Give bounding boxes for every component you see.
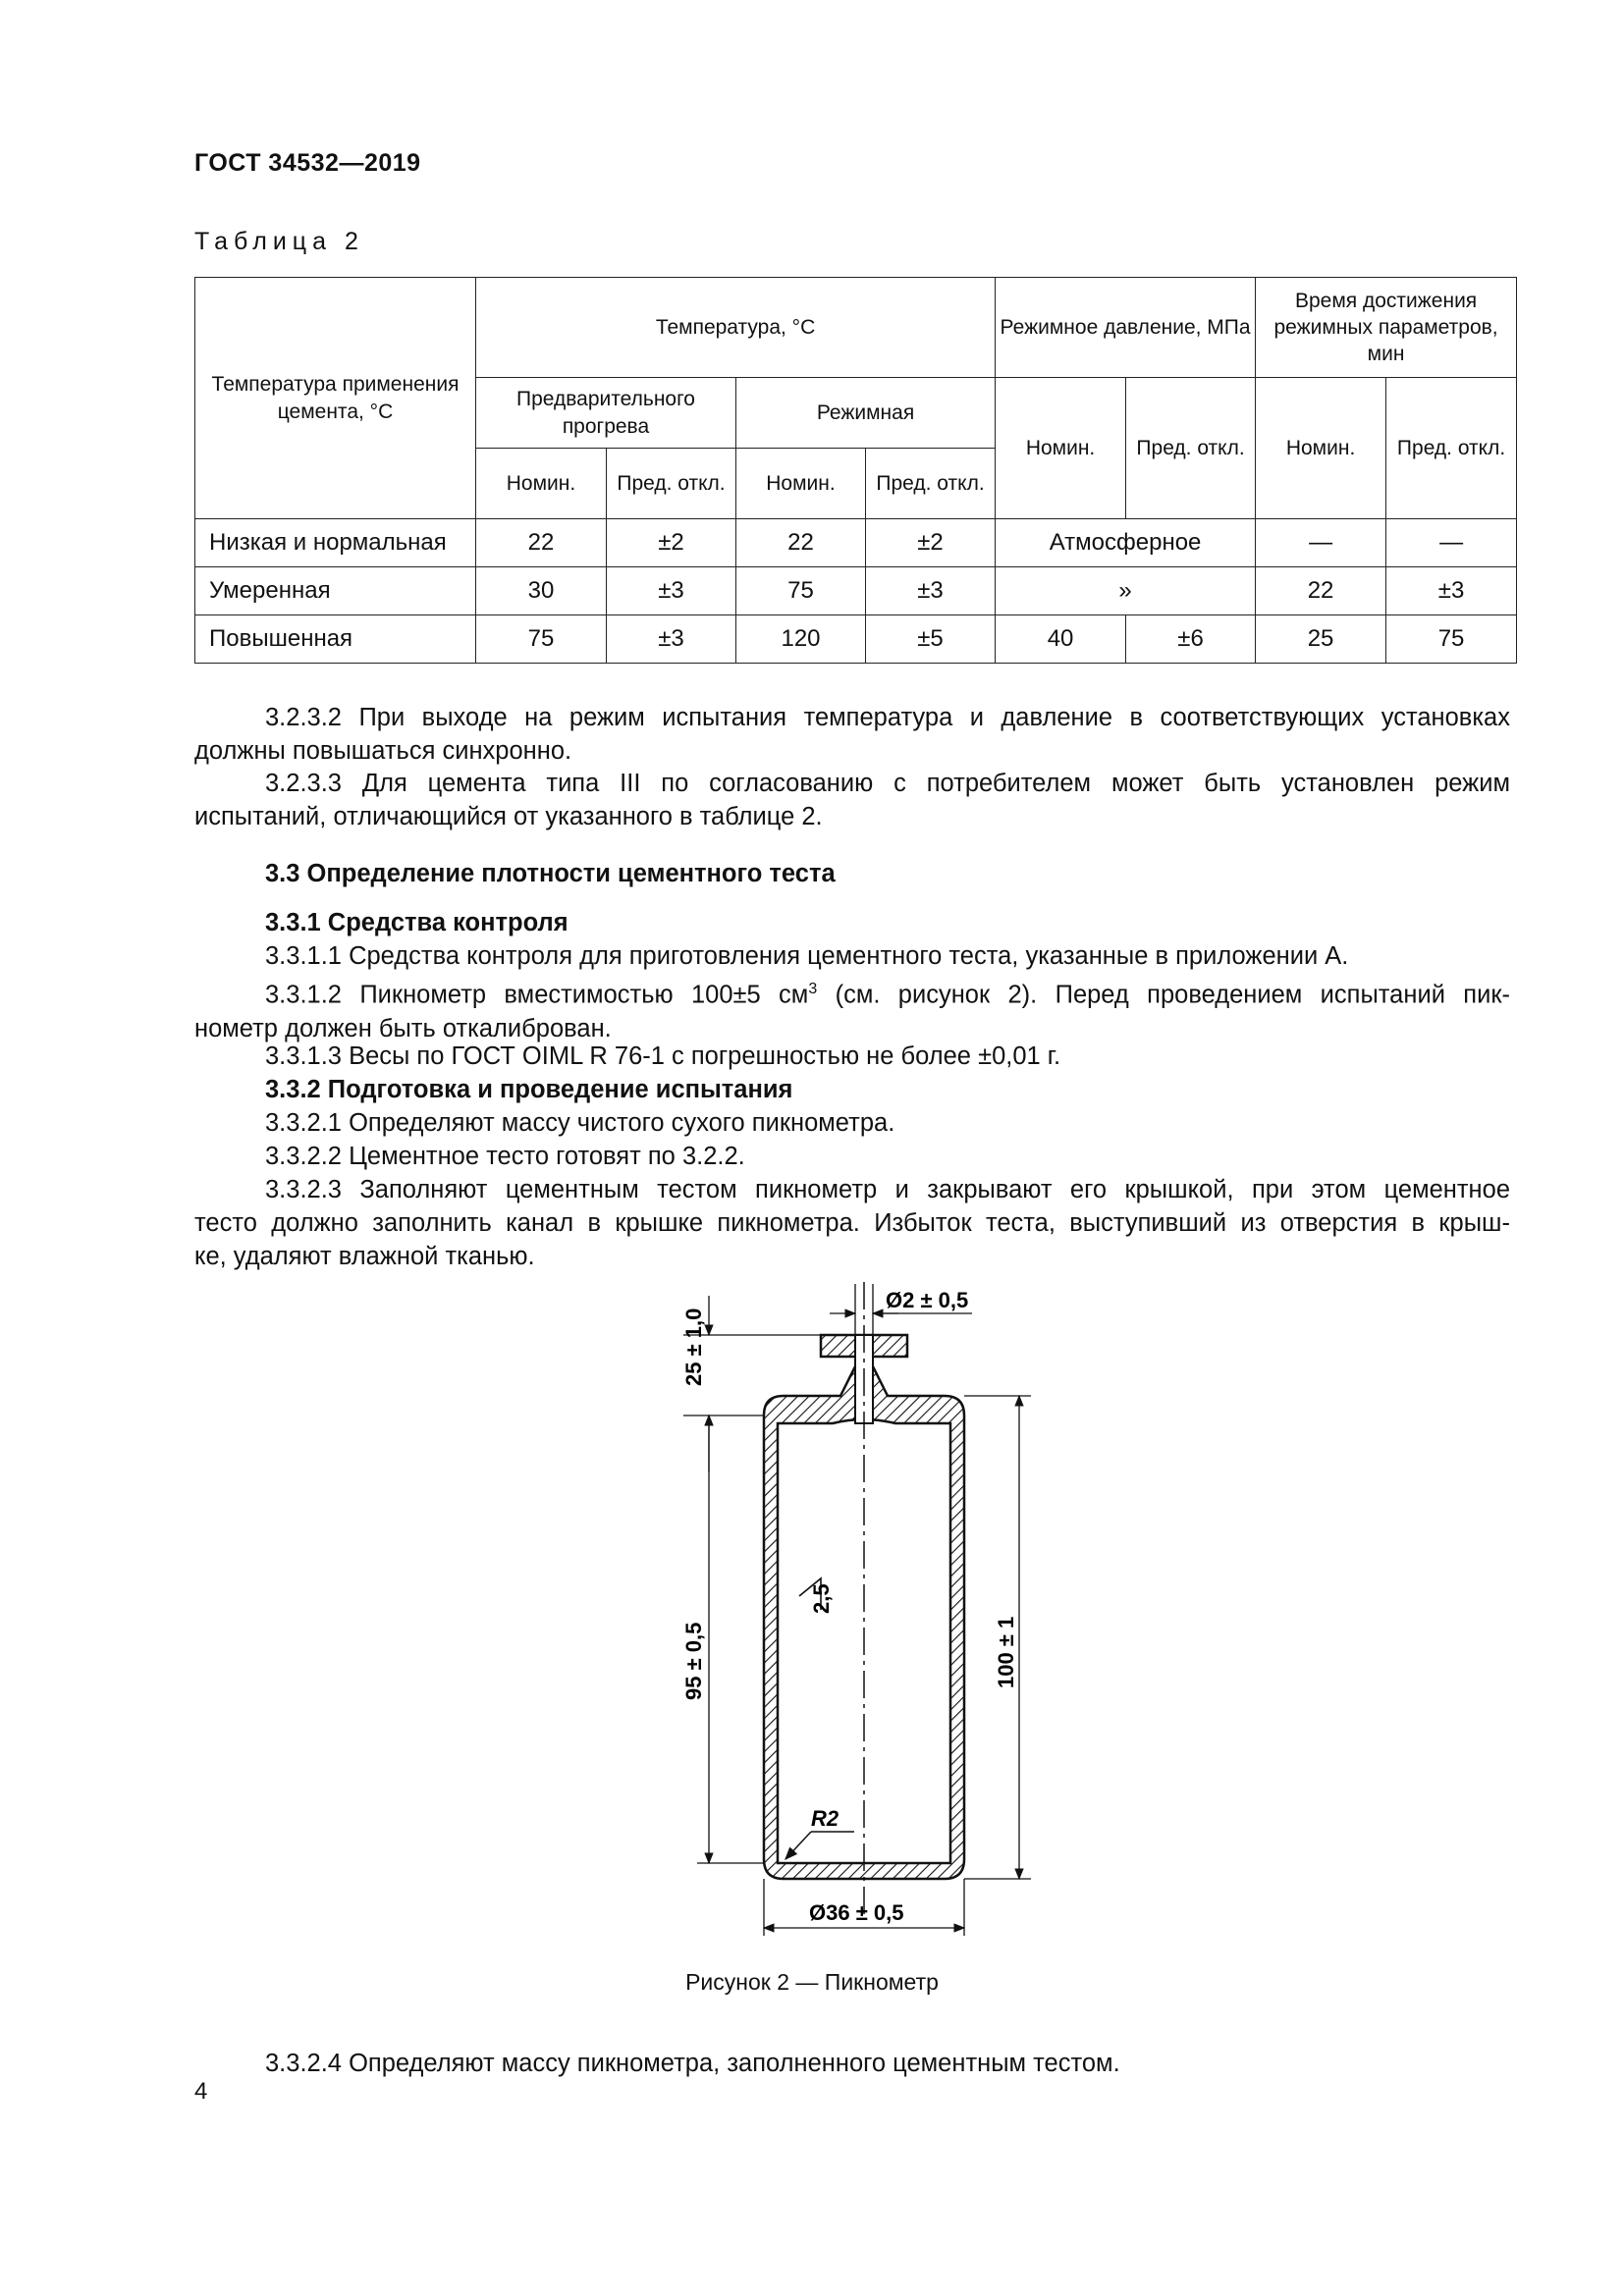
header-pressure: Режимное давление, МПа — [996, 278, 1256, 378]
paragraph-3-3-1-2 — [194, 973, 1510, 1045]
cell: 25 — [1256, 615, 1386, 664]
cell: ±5 — [866, 615, 996, 664]
cell: ±2 — [866, 519, 996, 567]
row-name: Низкая и нормальная — [195, 519, 476, 567]
paragraph-3-3-2-4: 3.3.2.4 Определяют массу пикнометра, заполненного цементным тестом. — [265, 2050, 1120, 2077]
header-mode-nom: Номин. — [736, 449, 866, 519]
text-line: 3.3.2.3 Заполняют цементным тестом пикнометр и закрывают его крышкой, при этом цементное — [265, 1176, 1510, 1203]
section-heading-3-3-2: 3.3.2 Подготовка и проведение испытания — [265, 1076, 793, 1103]
table-caption: Таблица 2 — [194, 228, 364, 255]
paragraph-3-3-1-3: 3.3.1.3 Весы по ГОСТ OIML R 76-1 с погрешностью не более ±0,01 г. — [265, 1042, 1061, 1070]
cell: 75 — [736, 567, 866, 615]
header-temperature: Температура, °C — [476, 278, 996, 378]
cell: ±6 — [1126, 615, 1256, 664]
table-row — [195, 615, 1517, 664]
cell: » — [996, 567, 1256, 615]
cell: — — [1386, 519, 1517, 567]
dim-wall-label: 2,5 — [809, 1583, 834, 1614]
cell: 22 — [736, 519, 866, 567]
cell: 30 — [476, 567, 607, 615]
document-code: ГОСТ 34532—2019 — [194, 149, 421, 177]
row-name: Умеренная — [195, 567, 476, 615]
cell: — — [1256, 519, 1386, 567]
dim-radius-label: R2 — [811, 1806, 839, 1831]
cell: 75 — [1386, 615, 1517, 664]
table-row — [195, 567, 1517, 615]
header-time-nom: Номин. — [1256, 378, 1386, 519]
dim-inner-height-label: 95 ± 0,5 — [681, 1622, 706, 1700]
header-preheat: Предварительного прогрева — [476, 378, 736, 449]
cell: 22 — [1256, 567, 1386, 615]
paragraph-3-2-3-3 — [194, 767, 1510, 833]
text-line: тесто должно заполнить канал в крышке пикнометра. Избыток теста, выступивший из отверстия в крыш- — [194, 1209, 1510, 1237]
cell: 75 — [476, 615, 607, 664]
superscript: 3 — [808, 981, 818, 997]
cell: 22 — [476, 519, 607, 567]
dim-diameter-label: Ø36 ± 0,5 — [809, 1900, 904, 1925]
figure-caption: Рисунок 2 — Пикнометр — [685, 1969, 939, 1995]
table-row — [195, 519, 1517, 567]
text-line: должны повышаться синхронно. — [194, 737, 572, 765]
table-2 — [194, 277, 1517, 664]
cell: ±3 — [866, 567, 996, 615]
cell: Атмосферное — [996, 519, 1256, 567]
dim-outer-height-label: 100 ± 1 — [994, 1616, 1018, 1688]
header-pressure-nom: Номин. — [996, 378, 1126, 519]
paragraph-3-3-2-1: 3.3.2.1 Определяют массу чистого сухого пикнометра. — [265, 1109, 895, 1137]
text-line: нометр должен быть откалиброван. — [194, 1014, 612, 1042]
text-line — [194, 973, 1510, 1012]
header-time-dev: Пред. откл. — [1386, 378, 1517, 519]
page-number: 4 — [194, 2078, 208, 2105]
dim-cap-height-label: 25 ± 1,0 — [681, 1308, 706, 1386]
section-heading-3-3: 3.3 Определение плотности цементного теста — [265, 860, 836, 887]
header-pressure-dev: Пред. откл. — [1126, 378, 1256, 519]
section-heading-3-3-1: 3.3.1 Средства контроля — [265, 909, 568, 936]
header-preheat-dev: Пред. откл. — [607, 449, 736, 519]
text-fragment: (см. рисунок 2). Перед проведением испытаний пик- — [817, 981, 1510, 1009]
paragraph-3-3-2-2: 3.3.2.2 Цементное тесто готовят по 3.2.2. — [265, 1143, 745, 1170]
text-fragment: 3.3.1.2 Пикнометр вместимостью 100±5 см — [265, 981, 809, 1009]
paragraph-3-3-2-3 — [194, 1173, 1510, 1273]
row-name: Повышенная — [195, 615, 476, 664]
text-line: испытаний, отличающийся от указанного в таблице 2. — [194, 803, 823, 830]
paragraph-3-2-3-2 — [194, 701, 1510, 768]
header-mode-dev: Пред. откл. — [866, 449, 996, 519]
header-application-temp: Температура применения цемента, °C — [195, 278, 476, 519]
cell: 40 — [996, 615, 1126, 664]
header-time: Время достижения режимных параметров, мин — [1256, 278, 1517, 378]
header-mode: Режимная — [736, 378, 996, 449]
pycnometer-drawing — [628, 1276, 1080, 1944]
text-line: 3.2.3.2 При выходе на режим испытания температура и давление в соответствующих установках — [265, 704, 1510, 731]
dim-hole-label: Ø2 ± 0,5 — [886, 1288, 969, 1312]
cell: ±3 — [607, 567, 736, 615]
cell: ±2 — [607, 519, 736, 567]
text-line: 3.2.3.3 Для цемента типа III по согласованию с потребителем может быть установлен режим — [265, 770, 1510, 797]
paragraph-3-3-1-1: 3.3.1.1 Средства контроля для приготовления цементного теста, указанные в приложении А. — [265, 942, 1349, 970]
cell: ±3 — [1386, 567, 1517, 615]
cell: ±3 — [607, 615, 736, 664]
cell: 120 — [736, 615, 866, 664]
pycnometer-figure — [628, 1276, 1080, 1949]
text-line: ке, удаляют влажной тканью. — [194, 1243, 535, 1270]
header-preheat-nom: Номин. — [476, 449, 607, 519]
